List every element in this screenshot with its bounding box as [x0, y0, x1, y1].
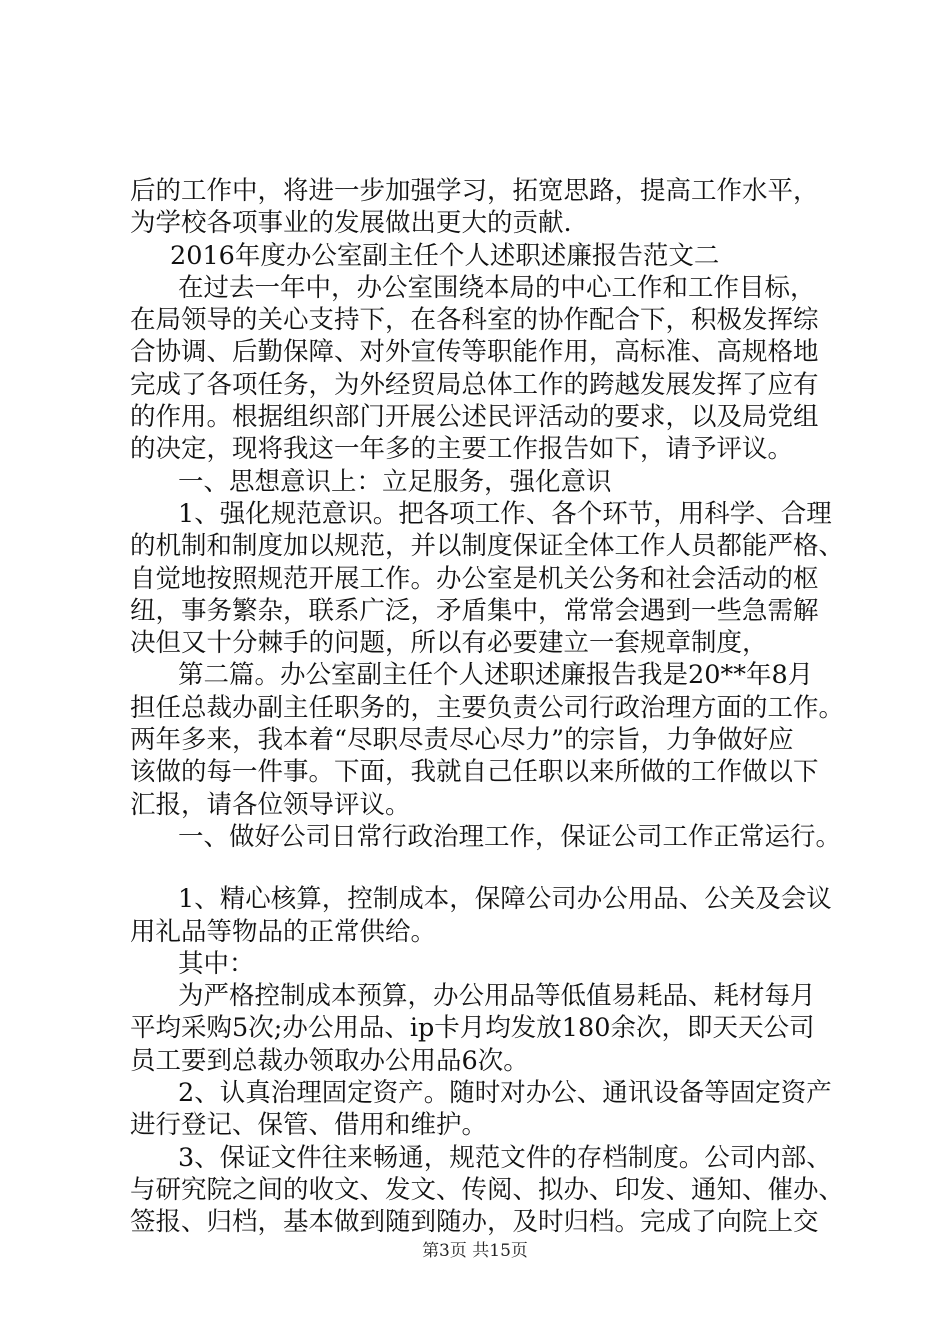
document-body	[130, 175, 850, 1239]
section-heading: 2016年度办公室副主任个人述职述廉报告范文二	[170, 240, 720, 271]
text-line: 汇报，请各位领导评议。	[130, 789, 411, 820]
text-line: 用礼品等物品的正常供给。	[130, 916, 437, 947]
text-line: 平均采购5次;办公用品、ip卡月均发放180余次，即天天公司	[130, 1013, 815, 1044]
text-line: 两年多来，我本着“尽职尽责尽心尽力”的宗旨，力争做好应	[130, 725, 794, 756]
text-line: 1、精心核算，控制成本，保障公司办公用品、公关及会议	[178, 884, 832, 915]
subheading: 一、做好公司日常行政治理工作，保证公司工作正常运行。	[178, 821, 842, 852]
text-line: 2、认真治理固定资产。随时对办公、通讯设备等固定资产	[178, 1078, 832, 1109]
page-number: 第3页 共15页	[422, 1241, 528, 1261]
text-line: 为学校各项事业的发展做出更大的贡献.	[130, 208, 572, 239]
text-line: 该做的每一件事。下面，我就自己任职以来所做的工作做以下	[130, 757, 819, 788]
text-line: 纽，事务繁杂，联系广泛，矛盾集中，常常会遇到一些急需解	[130, 595, 819, 626]
text-line: 的机制和制度加以规范，并以制度保证全体工作人员都能严格、	[130, 531, 845, 562]
text-line: 签报、归档，基本做到随到随办，及时归档。完成了向院上交	[130, 1207, 819, 1238]
text-line: 在过去一年中，办公室围绕本局的中心工作和工作目标，	[178, 272, 816, 303]
text-line: 3、保证文件往来畅通，规范文件的存档制度。公司内部、	[178, 1142, 832, 1173]
text-line: 决但又十分棘手的问题，所以有必要建立一套规章制度，	[130, 628, 768, 659]
text-line: 合协调、后勤保障、对外宣传等职能作用，高标准、高规格地	[130, 337, 819, 368]
text-line: 其中：	[178, 948, 255, 979]
text-line: 第二篇。办公室副主任个人述职述廉报告我是20**年8月	[178, 660, 814, 691]
text-line: 担任总裁办副主任职务的，主要负责公司行政治理方面的工作。	[130, 692, 845, 723]
text-line: 为严格控制成本预算，办公用品等低值易耗品、耗材每月	[178, 981, 816, 1012]
text-line: 后的工作中，将进一步加强学习，拓宽思路，提高工作水平，	[130, 176, 819, 206]
text-line: 1、强化规范意识。把各项工作、各个环节，用科学、合理	[178, 498, 832, 529]
text-line: 与研究院之间的收文、发文、传阅、拟办、印发、通知、催办、	[130, 1174, 845, 1205]
paragraph-gap	[130, 853, 850, 883]
text-line: 自觉地按照规范开展工作。办公室是机关公务和社会活动的枢	[130, 563, 819, 594]
text-line: 完成了各项任务，为外经贸局总体工作的跨越发展发挥了应有	[130, 369, 819, 400]
text-line: 员工要到总裁办领取办公用品6次。	[130, 1045, 529, 1076]
text-line: 进行登记、保管、借用和维护。	[130, 1110, 488, 1141]
text-line: 的决定，现将我这一年多的主要工作报告如下，请予评议。	[130, 434, 794, 465]
subheading: 一、思想意识上：立足服务，强化意识	[178, 466, 612, 497]
text-line: 的作用。根据组织部门开展公述民评活动的要求，以及局党组	[130, 402, 819, 433]
text-line: 在局领导的关心支持下，在各科室的协作配合下，积极发挥综	[130, 305, 819, 336]
